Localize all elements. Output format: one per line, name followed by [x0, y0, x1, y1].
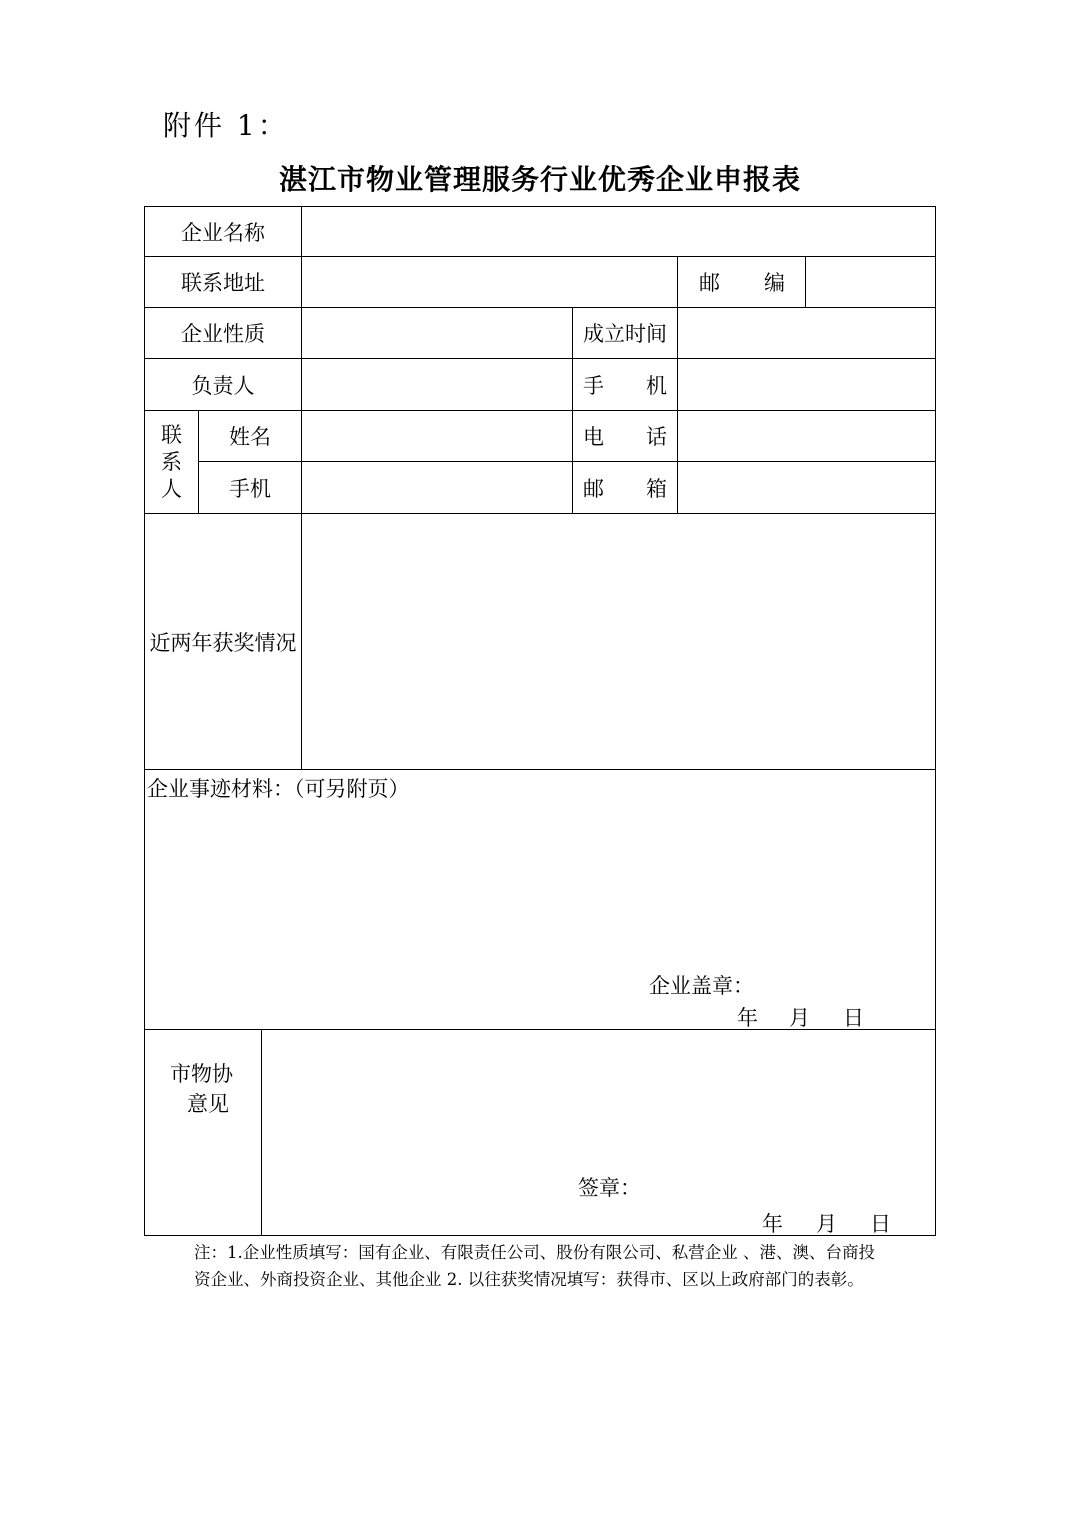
contact-name-label: [198, 410, 302, 462]
email-char-2: 箱: [646, 476, 667, 501]
contact-mobile-label: [198, 461, 302, 514]
day-text: 日: [843, 1006, 864, 1030]
person-in-charge-label: [144, 358, 302, 411]
company-name-text: 企业名称: [181, 220, 265, 245]
materials-section[interactable]: [144, 769, 936, 1030]
nature-text: 企业性质: [181, 322, 265, 346]
association-line-1: 市物协: [170, 1062, 233, 1086]
nature-field[interactable]: [301, 307, 573, 359]
postal-code-label: [677, 256, 806, 308]
contact-name-text: 姓名: [229, 425, 271, 449]
year-text-2: 年: [762, 1212, 783, 1236]
contact-char-2: 系: [161, 449, 182, 474]
mobile-field[interactable]: [677, 358, 936, 411]
contact-char-1: 联: [161, 422, 182, 447]
mobile-label: [572, 358, 678, 411]
contact-person-label: [144, 410, 199, 514]
association-date: [762, 1208, 891, 1238]
attachment-label: 附件 1：: [163, 109, 289, 142]
mobile-char-1: 手: [583, 373, 604, 398]
phone-char-1: 电: [583, 425, 604, 449]
note-line-1: 注：1.企业性质填写：国有企业、有限责任公司、股份有限公司、私营企业 、港、澳、台商投: [194, 1243, 875, 1262]
association-line-2: 意见: [187, 1092, 229, 1116]
day-text-2: 日: [870, 1212, 891, 1236]
postal-code-char-1: 邮: [699, 271, 720, 295]
nature-label: [144, 307, 302, 359]
phone-char-2: 话: [646, 425, 667, 449]
postal-code-char-2: 编: [764, 271, 785, 295]
established-label: [572, 307, 678, 359]
phone-field[interactable]: [677, 410, 936, 462]
established-text: 成立时间: [583, 322, 667, 346]
company-name-label: [144, 206, 302, 257]
contact-char-3: 人: [161, 476, 182, 501]
form-title: 湛江市物业管理服务行业优秀企业申报表: [278, 163, 801, 196]
month-text-2: 月: [816, 1212, 837, 1236]
awards-text: 近两年获奖情况: [149, 630, 297, 655]
awards-label: [144, 513, 302, 770]
note-line-2: 资企业、外商投资企业、其他企业 2. 以往获奖情况填写：获得市、区以上政府部门的表彰。: [194, 1270, 864, 1289]
company-name-field[interactable]: [301, 206, 936, 257]
contact-name-field[interactable]: [301, 410, 573, 462]
association-label-text: [170, 1059, 250, 1119]
month-text: 月: [789, 1006, 810, 1030]
email-field[interactable]: [677, 461, 936, 514]
address-field[interactable]: [301, 256, 678, 308]
email-label: [572, 461, 678, 514]
person-in-charge-text: 负责人: [191, 373, 255, 398]
email-char-1: 邮: [583, 476, 604, 501]
association-field[interactable]: [261, 1029, 936, 1236]
mobile-char-2: 机: [646, 373, 667, 398]
contact-mobile-text: 手机: [229, 476, 271, 501]
contact-mobile-field[interactable]: [301, 461, 573, 514]
established-field[interactable]: [677, 307, 936, 359]
awards-field[interactable]: [301, 513, 936, 770]
form-note: [194, 1239, 924, 1293]
address-text: 联系地址: [181, 271, 265, 295]
signature-label: 签章：: [578, 1176, 641, 1200]
address-label: [144, 256, 302, 308]
year-text: 年: [737, 1006, 758, 1030]
company-seal-label: 企业盖章：: [649, 974, 754, 998]
materials-label: 企业事迹材料：（可另附页）: [147, 777, 410, 801]
postal-code-field[interactable]: [805, 256, 936, 308]
person-in-charge-field[interactable]: [301, 358, 573, 411]
phone-label: [572, 410, 678, 462]
materials-date: [737, 1002, 864, 1032]
